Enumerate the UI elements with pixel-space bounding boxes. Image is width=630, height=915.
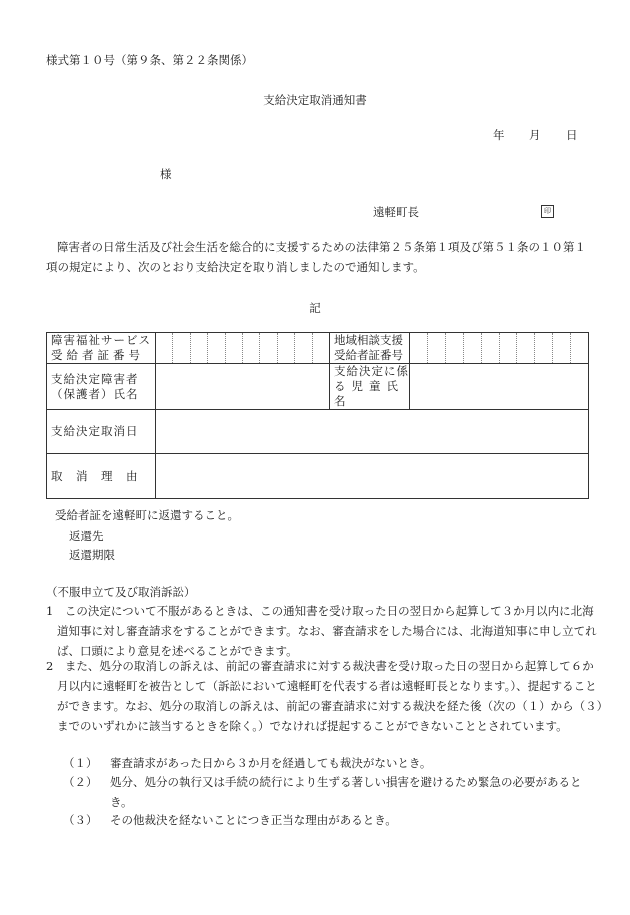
return-deadline-label: 返還期限 xyxy=(69,548,115,562)
sub-item-text: 審査請求があった日から３か月を経過しても裁決がないとき。 xyxy=(110,756,432,770)
cancel-date-label: 支給決定取消日 xyxy=(47,410,156,454)
objection-heading: （不服申立て及び取消訴訟） xyxy=(46,585,196,599)
return-destination-label: 返還先 xyxy=(69,529,104,543)
community-support-number-label: 地域相談支援 受給者証番号 xyxy=(330,333,410,364)
form-number: 様式第１０号（第９条、第２２条関係） xyxy=(46,53,253,67)
date-day-label: 日 xyxy=(566,128,578,142)
recipient-number-field[interactable] xyxy=(156,333,330,364)
objection-sub-item-2 xyxy=(63,772,594,812)
document-title: 支給決定取消通知書 xyxy=(263,93,367,107)
objection-item-2: 2 また、処分の取消しの訴えは、前記の審査請求に対する裁決書を受け取った日の翌日から起算して６か月以内に遠軽町を被告として（訴訟において遠軽町を代表する者は遠軽町長となります。）、提起することができます。なお、処分の取消しの訴えは、前記の審査請求に対する裁決を経た後（次の（１）から（３）までのいずれかに該当するときを除く。）でなければ提起することができないこととされています。 xyxy=(46,659,603,733)
objection-sub-item-1 xyxy=(63,753,594,773)
recipient-number-label: 障害福祉サービス 受給者証番号 xyxy=(47,333,156,364)
cancel-reason-label: 取 消 理 由 xyxy=(47,454,156,499)
return-instruction: 受給者証を遠軽町に返還すること。 xyxy=(55,508,239,522)
sub-item-number: （２） xyxy=(63,775,98,789)
sub-item-text: 処分、処分の執行又は手続の続行により生ずる著しい損害を避けるため緊急の必要があるとき。 xyxy=(110,775,582,809)
seal-mark: 印 xyxy=(541,205,554,218)
addressee-suffix: 様 xyxy=(160,167,172,181)
community-support-number-field[interactable] xyxy=(410,333,589,364)
recipient-name-field[interactable] xyxy=(156,364,330,410)
cancel-reason-field[interactable] xyxy=(156,454,589,499)
date-year-label: 年 xyxy=(493,128,505,142)
recipient-name-label: 支給決定障害者 （保護者）氏名 xyxy=(47,364,156,410)
sub-item-text: その他裁決を経ないことにつき正当な理由があるとき。 xyxy=(110,813,397,827)
date-month-label: 月 xyxy=(529,128,541,142)
info-table xyxy=(46,332,589,499)
sub-item-number: （３） xyxy=(63,813,98,827)
child-name-label: 支給決定に係 る児童氏名 xyxy=(330,364,410,410)
objection-sub-item-3 xyxy=(63,810,594,830)
ki-heading: 記 xyxy=(309,301,321,315)
cancel-date-field[interactable] xyxy=(156,410,589,454)
issuer-name: 遠軽町長 xyxy=(373,205,419,219)
intro-paragraph: 障害者の日常生活及び社会生活を総合的に支援するための法律第２５条第１項及び第５１条の１０第１項の規定により、次のとおり支給決定を取り消しましたので通知します。 xyxy=(46,240,586,274)
sub-item-number: （１） xyxy=(63,756,98,770)
child-name-field[interactable] xyxy=(410,364,589,410)
objection-item-1: 1 この決定について不服があるときは、この通知書を受け取った日の翌日から起算して３か月以内に北海道知事に対し審査請求をすることができます。なお、審査請求をした場合には、北海道知事に申し立てれば、口頭により意見を述べることができます。 xyxy=(46,604,597,658)
